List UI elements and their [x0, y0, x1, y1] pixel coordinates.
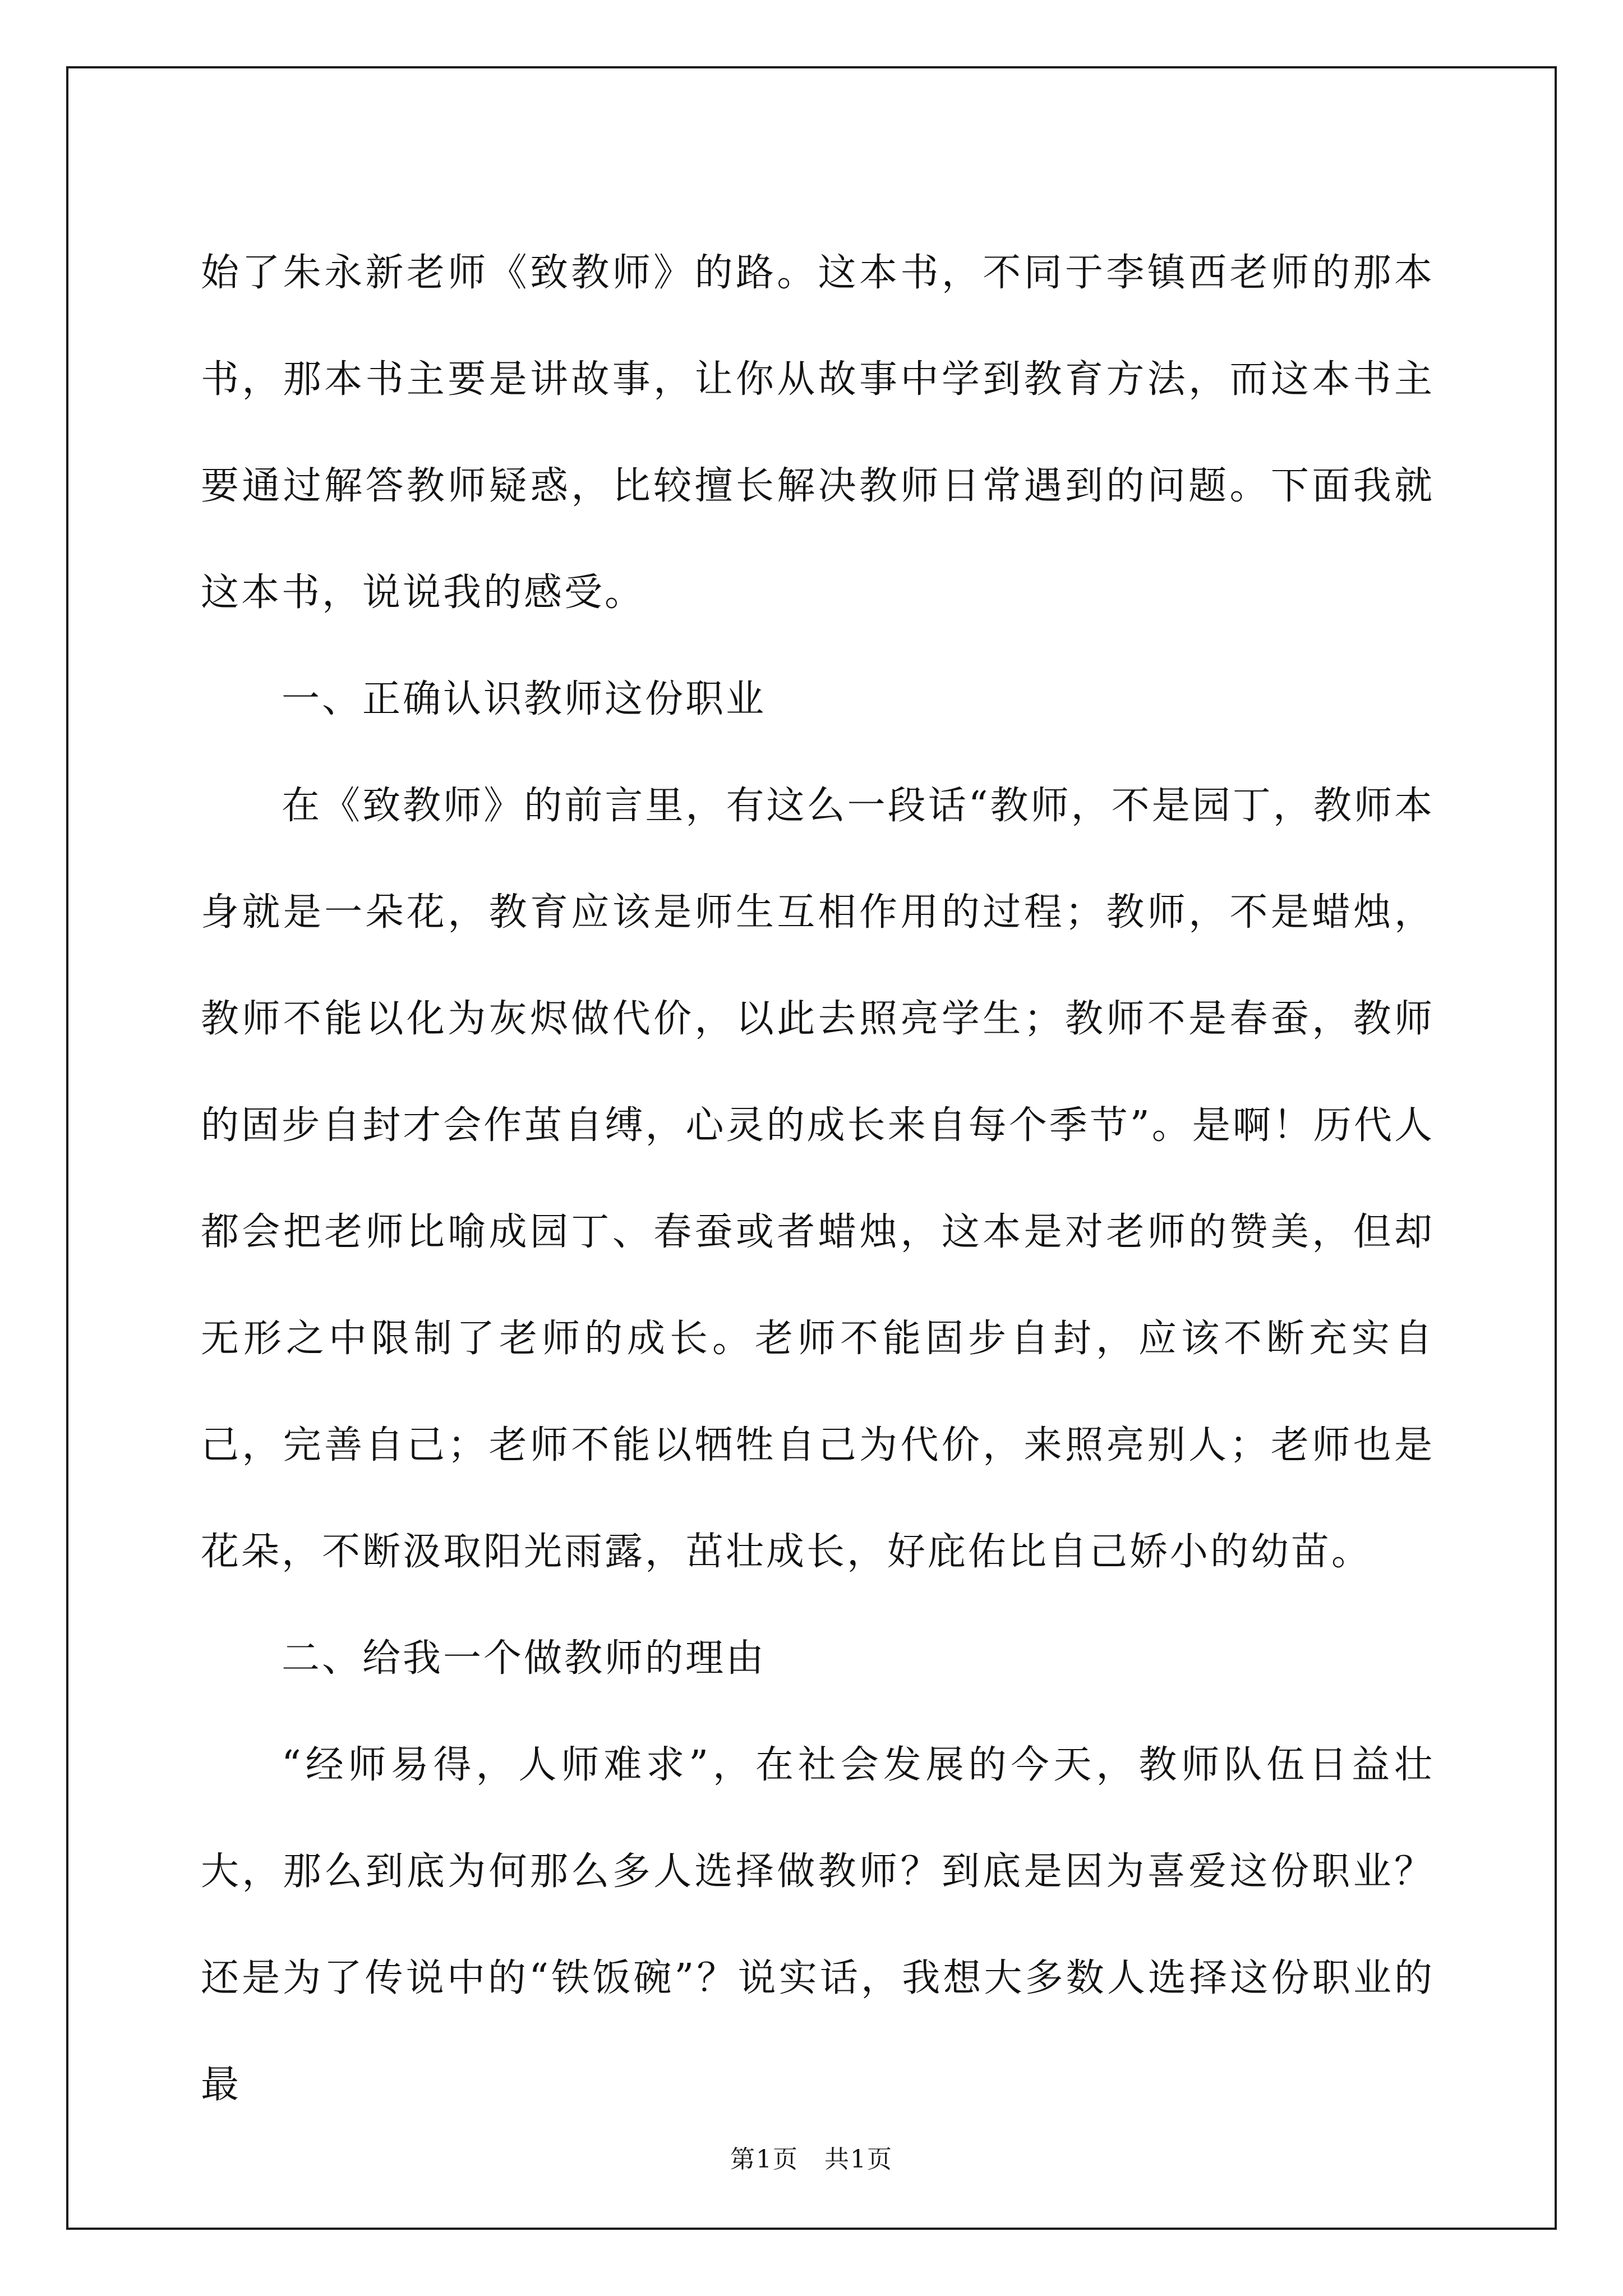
section-heading: 一、正确认识教师这份职业 [282, 677, 767, 721]
paragraph: “经师易得，人师难求”，在社会发展的今天，教师队伍日益壮大，那么到底为何那么多人选择做教师？到底是因为喜爱这份职业？还是为了传说中的“铁饭碗”？说实话，我想大多数人选择这份职业的最 [201, 1743, 1435, 2107]
document-body [201, 220, 1435, 2138]
section-heading: 二、给我一个做教师的理由 [282, 1636, 767, 1681]
paragraph: 始了朱永新老师《致教师》的路。这本书，不同于李镇西老师的那本书，那本书主要是讲故事，让你从故事中学到教育方法，而这本书主要通过解答教师疑惑，比较擅长解决教师日常遇到的问题。下面我就这本书，说说我的感受。 [201, 251, 1435, 615]
paragraph: 在《致教师》的前言里，有这么一段话“教师，不是园丁，教师本身就是一朵花，教育应该是师生互相作用的过程；教师，不是蜡烛，教师不能以化为灰烬做代价，以此去照亮学生；教师不是春蚕，教师的固步自封才会作茧自缚，心灵的成长来自每个季节”。是啊！历代人都会把老师比喻成园丁、春蚕或者蜡烛，这本是对老师的赞美，但却无形之中限制了老师的成长。老师不能固步自封，应该不断充实自己，完善自己；老师不能以牺牲自己为代价，来照亮别人；老师也是花朵，不断汲取阳光雨露，茁壮成长，好庇佑比自己娇小的幼苗。 [201, 784, 1435, 1574]
page-number-footer: 第1页 共1页 [730, 2145, 893, 2174]
